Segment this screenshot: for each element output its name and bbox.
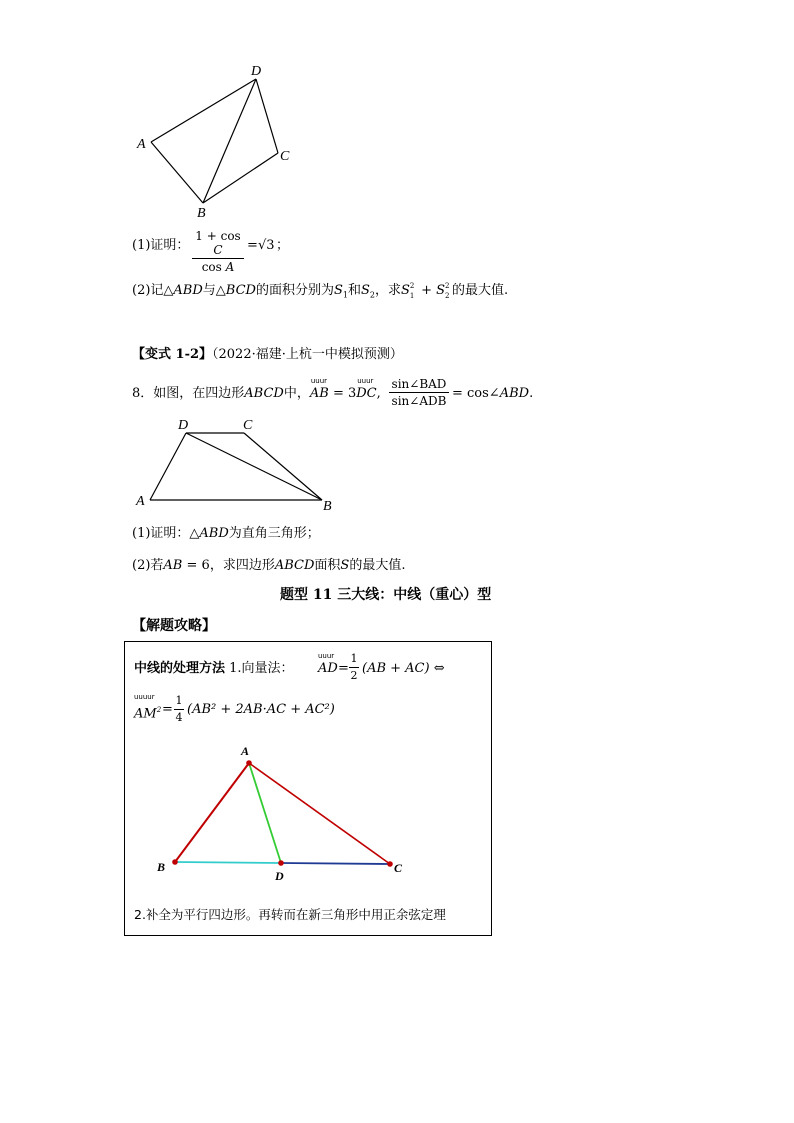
fig2-label-c: C [243,418,253,433]
q8-fraction [389,377,449,408]
q1-part1-suffix: ； [276,238,290,253]
box-expr: (AB² + 2AB·AC + AC²) [187,702,335,717]
q1-fraction [192,229,244,274]
q8-stem [132,377,381,402]
box-method1: 1.向量法： [229,661,294,676]
q1-expr-a-sup: 2 [409,282,415,290]
box-paren: (AB + AC) ⇔ [362,661,445,676]
q8-mid: 中， [283,386,310,401]
q1-part2-c: 的面积分别为 [255,283,334,298]
q1-abd: ABD [173,283,203,298]
box-ad: AD [318,661,338,676]
q8-part1-abd: ABD [199,526,229,541]
q1-frac-den: cos [201,260,222,274]
box-label-a: A [241,744,250,758]
q8-end: . [529,386,534,401]
q1-part2 [132,283,508,304]
q1-frac-den-var: A [225,260,235,274]
q8-eq2: = cos∠ [452,386,500,401]
q8-abcd: ABCD [244,386,284,401]
q1-s2-sub: 2 [369,290,375,300]
median-triangle [125,734,491,884]
q8-eq1: = 3 [332,386,357,401]
point-c [387,861,393,867]
q8-part1-b: 为直角三角形； [228,526,320,541]
q8-comma: , [376,386,381,401]
fig1-label-d: D [251,64,262,79]
box-q-den: 4 [175,711,183,724]
box-eq1: = [338,661,349,676]
figure-trapezoid [132,412,342,512]
box-half-num: 1 [350,652,358,665]
q1-expr-b-sup: 2 [445,282,450,290]
median-ad [249,763,281,863]
box-line1 [134,661,294,677]
q8-abd: ABD [499,386,530,401]
q8-vec1: AB [309,386,329,401]
q1-sqrt: √3 [258,238,275,253]
q8-stem-end [452,386,533,402]
q8-part2-c: 面积 [314,558,341,573]
q1-expr-b: S [436,283,446,298]
box-am [134,702,161,722]
fig1-label-a: A [137,137,146,152]
box-ad-arrow: uuur [318,652,335,660]
variant-heading [132,347,403,363]
q8-part2-d: 的最大值. [349,558,406,573]
q1-part1-prefix: (1)证明： [132,238,190,253]
q1-frac-num-var: C [213,243,223,257]
q1-expr-a-sub: 1 [409,292,415,300]
fig2-label-a: A [136,494,145,509]
q8-part2-b: ，求四边形 [209,558,275,573]
box-heading: 中线的处理方法 [134,661,226,676]
q8-part2-s: S [340,558,350,573]
point-d [278,860,284,866]
q8-frac-den: sin∠ADB [391,394,447,408]
point-b [172,859,178,865]
variant-tag: 【变式 1-2】 [132,347,213,362]
fig2-label-d: D [178,418,189,433]
q8-part2-eq: = 6 [186,558,210,573]
variant-source: （2022·福建·上杭一中模拟预测） [212,347,403,362]
q8-intro: 8．如图，在四边形 [132,386,245,401]
q8-part1-a: (1)证明：△ [132,526,200,541]
box-half-den: 2 [350,669,358,682]
box-q-num: 1 [175,694,183,707]
segment-dc [281,863,390,864]
q8-part2-ab: AB [163,558,183,573]
box-half [349,652,359,683]
box-quarter [174,694,184,725]
figure-quadrilateral-1 [130,60,300,225]
box-eq2: = [162,702,173,717]
q1-expr-a: S [401,283,410,298]
fig2-label-b: B [323,499,332,512]
box-am-sup: 2 [156,706,162,714]
q1-frac-num: 1 + cos [195,229,241,243]
q1-s1-sub: 1 [342,290,348,300]
q8-part2-abcd: ABCD [274,558,315,573]
q1-s2: S [361,283,370,298]
q8-part2-a: (2)若 [132,558,164,573]
fig1-label-c: C [280,149,290,164]
q8-vec2: DC [356,386,377,401]
strategy-box [124,641,492,936]
side-ac [249,763,390,864]
box-label-c: C [394,861,403,875]
q1-eq: = [247,238,258,253]
q8-part2 [132,558,405,574]
q8-frac-num: sin∠BAD [391,377,447,391]
q1-s1: S [333,283,343,298]
box-am-arrow: uuuur [134,693,155,701]
q1-bcd: BCD [225,283,256,298]
strategy-heading: 【解题攻略】 [132,618,216,634]
fig1-label-b: B [197,206,206,221]
box-label-b: B [157,860,166,874]
side-ab [175,763,249,862]
q1-expr-b-sub: 2 [445,292,450,300]
q1-part2-e: 的最大值. [452,283,509,298]
q8-vec1-arrow: uuur [310,377,328,385]
section-title: 题型 11 三大线：中线（重心）型 [280,587,492,603]
q1-plus: + [421,283,432,298]
q8-vec2-arrow: uuur [357,377,374,385]
box-method2: 2.补全为平行四边形。再转而在新三角形中用正余弦定理 [134,907,446,922]
box-am-text: AM [134,706,157,722]
q1-part2-b: 与△ [202,283,226,298]
box-label-d: D [275,869,284,883]
q8-part1 [132,526,320,542]
segment-bd [175,862,281,863]
q1-and: 和 [347,283,361,298]
q1-part2-a: (2)记△ [132,283,174,298]
point-a [246,760,252,766]
q1-part2-d: ，求 [375,283,402,298]
